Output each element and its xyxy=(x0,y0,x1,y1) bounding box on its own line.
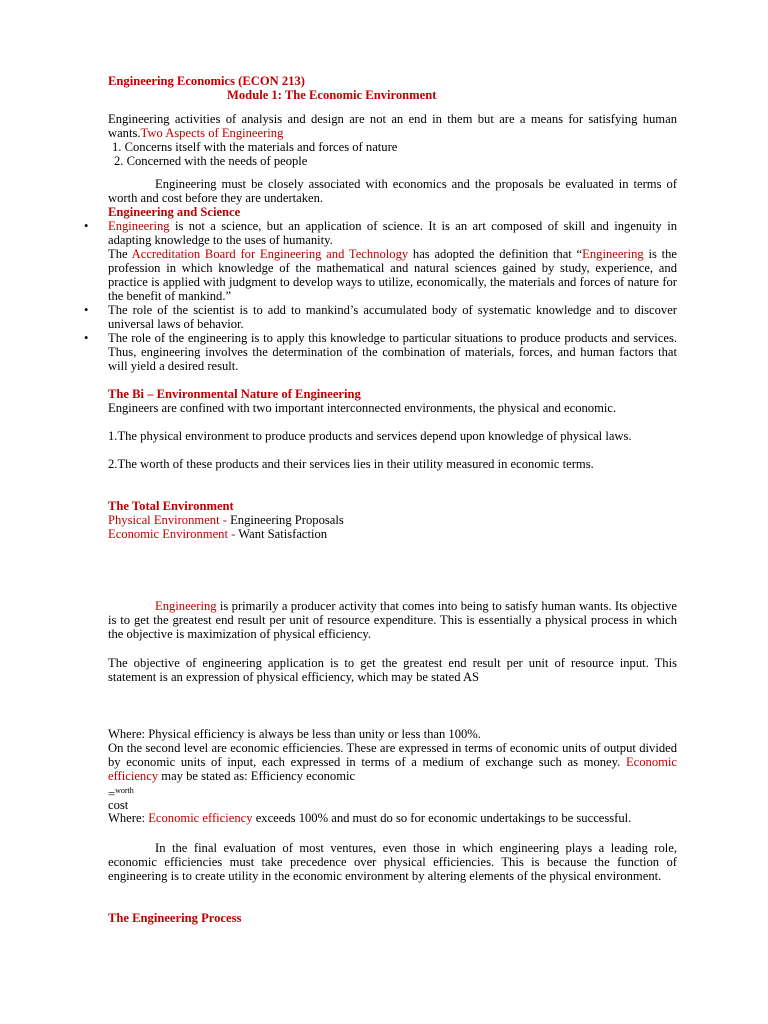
physical-environment-line xyxy=(108,513,677,527)
abet-definition: The Accreditation Board for Engineering and Technology has adopted the definition that “Engineering is the profession in which knowledge of the mathematical and natural sciences gained by study, experience, and practice is applied with judgment to develop ways to utilize, economically, the materials and forces of nature for the benefit of mankind.” xyxy=(108,247,678,303)
module-title: Module 1: The Economic Environment xyxy=(227,88,437,102)
final-evaluation-paragraph: In the final evaluation of most ventures, even those in which engineering plays a leading role, economic efficiencies must take precedence over physical efficiencies. This is because the function of engineering is to create utility in the economic environment by altering elements of the physical environment. xyxy=(108,841,677,883)
bullet-item-scientist: The role of the scientist is to add to mankind’s accumulated body of systematic knowledge and to discover universal laws of behavior. xyxy=(108,303,677,331)
aspect-item-1: 1. Concerns itself with the materials and forces of nature xyxy=(112,140,398,154)
efficiency-paragraph-1: Engineering is primarily a producer activity that comes into being to satisfy human wants. Its objective is to get the greatest end result per unit of resource expenditure. This is essentially a physical process in which the objective is maximization of physical efficiency. xyxy=(108,599,677,641)
bi-environmental-heading: The Bi – Environmental Nature of Engineering xyxy=(108,387,361,401)
efficiency-formula-denominator: cost xyxy=(108,798,129,812)
intro-text: Engineering activities of analysis and design are not an end in them but are a means for satisfying human wants. xyxy=(108,112,677,140)
bi-env-paragraph-2: 1.The physical environment to produce products and services depend upon knowledge of physical laws. xyxy=(108,429,632,443)
engineering-term: Engineering xyxy=(108,219,170,233)
bullet-item-engineering: Engineering is not a science, but an application of science. It is an art composed of skill and ingenuity in adapting knowledge to the uses of humanity. xyxy=(108,219,677,247)
bullet-icon: • xyxy=(84,219,89,233)
engineering-term: Engineering xyxy=(155,599,217,613)
physical-efficiency-note: Where: Physical efficiency is always be less than unity or less than 100%. xyxy=(108,727,481,741)
bullet-item-engineering-role: The role of the engineering is to apply this knowledge to particular situations to produce products and services. Thus, engineering involves the determination of the combination of materials, forces, and human factors that will yield a desired result. xyxy=(108,331,677,373)
bullet-icon: • xyxy=(84,331,89,345)
economic-environment-label: Economic Environment - xyxy=(108,527,239,541)
course-title: Engineering Economics (ECON 213) xyxy=(108,74,305,88)
bi-env-paragraph-1: Engineers are confined with two important interconnected environments, the physical and economic. xyxy=(108,401,617,415)
efficiency-formula-numerator: =$^{worth}$ xyxy=(108,786,134,801)
economic-environment-line xyxy=(108,527,677,541)
intro-second-paragraph: Engineering must be closely associated with economics and the proposals be evaluated in terms of worth and cost before they are undertaken. xyxy=(108,177,677,205)
economic-environment-value: Want Satisfaction xyxy=(238,527,328,541)
physical-environment-label: Physical Environment - xyxy=(108,513,231,527)
bullet-icon: • xyxy=(84,303,89,317)
economic-efficiency-note: Where: Economic efficiency exceeds 100% and must do so for economic undertakings to be successful. xyxy=(108,811,632,825)
efficiency-paragraph-2: The objective of engineering application is to get the greatest end result per unit of resource input. This statement is an expression of physical efficiency, which may be stated AS xyxy=(108,656,677,684)
economic-efficiency-term: Economic efficiency xyxy=(148,811,253,825)
engineering-science-heading: Engineering and Science xyxy=(108,205,241,219)
engineering-process-heading: The Engineering Process xyxy=(108,911,242,925)
economic-efficiency-term: Economic efficiency xyxy=(108,755,677,783)
engineering-term: Engineering xyxy=(582,247,644,261)
physical-environment-value: Engineering Proposals xyxy=(230,513,344,527)
bi-env-paragraph-3: 2.The worth of these products and their services lies in their utility measured in economic terms. xyxy=(108,457,594,471)
intro-paragraph xyxy=(108,112,677,140)
aspect-item-2: 2. Concerned with the needs of people xyxy=(114,154,308,168)
total-environment-heading: The Total Environment xyxy=(108,499,234,513)
abet-name: Accreditation Board for Engineering and Technology xyxy=(131,247,409,261)
aspects-title: Two Aspects of Engineering xyxy=(140,126,284,140)
economic-efficiency-paragraph: On the second level are economic efficiencies. These are expressed in terms of economic units of output divided by economic units of input, each expressed in terms of a medium of exchange such as money. Economic efficiency may be stated as: Efficiency economic xyxy=(108,741,677,783)
